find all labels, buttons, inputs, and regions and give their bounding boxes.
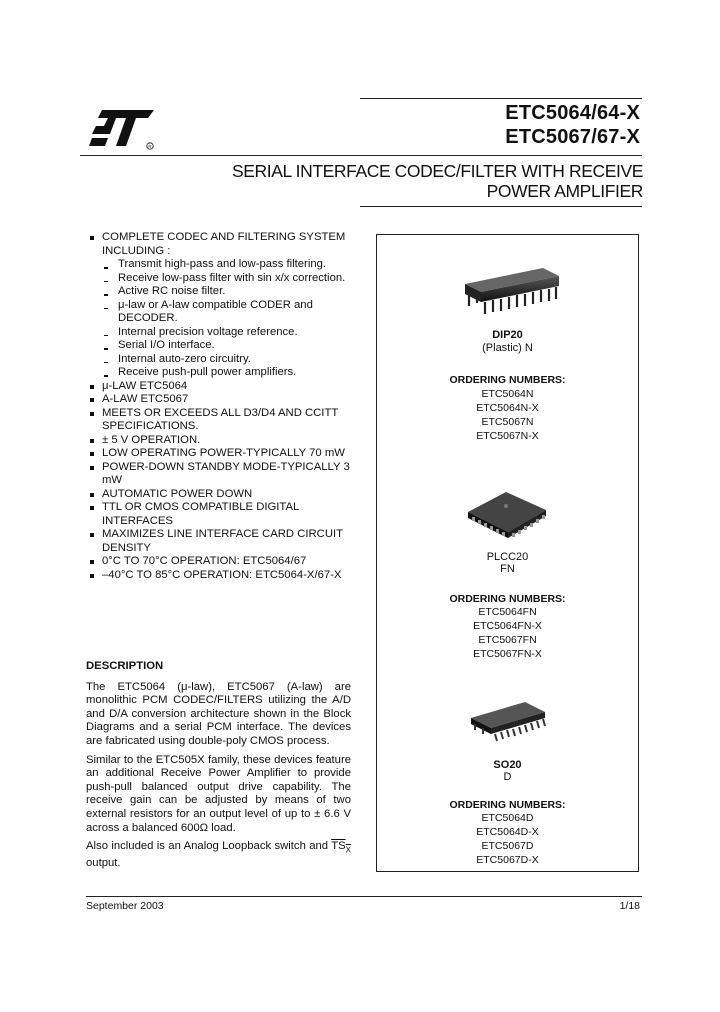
footer-date: September 2003	[86, 900, 164, 912]
ordering-number: ETC5067FN	[478, 634, 537, 646]
tsx-signal: $TS_X$	[331, 840, 351, 855]
feature-subitem: μ-law or A-law compatible CODER and DECODER.	[90, 299, 352, 326]
ordering-number: ETC5064D-X	[476, 826, 539, 838]
ordering-number: ETC5064N-X	[476, 402, 539, 414]
dip20-name: DIP20	[492, 329, 523, 341]
feature-item: COMPLETE CODEC AND FILTERING SYSTEM INCLUDING :	[90, 231, 352, 258]
footer-rule	[86, 896, 642, 897]
feature-item: A-LAW ETC5067	[90, 393, 352, 407]
ordering-number: ETC5064FN	[478, 606, 537, 618]
feature-subitem: Receive push-pull power amplifiers.	[90, 366, 352, 380]
description-paragraph-2: Similar to the ETC505X family, these devices feature an additional Receive Power Amplifier to provide push-pull balanced output drive capability. The receive gain can be adjusted by means of two external resistors for an output level of up to ± 6.6 V across a balanced 600Ω load.	[86, 753, 351, 834]
feature-item: LOW OPERATING POWER-TYPICALLY 70 mW	[90, 447, 352, 461]
feature-item: MAXIMIZES LINE INTERFACE CARD CIRCUIT DENSITY	[90, 528, 352, 555]
plcc20-ordering-numbers	[376, 605, 639, 661]
ordering-number: ETC5064N	[481, 388, 534, 400]
feature-item: TTL OR CMOS COMPATIBLE DIGITAL INTERFACES	[90, 501, 352, 528]
feature-item: μ-LAW ETC5064	[90, 380, 352, 394]
subtitle-rule	[360, 206, 642, 207]
description-paragraph-1: The ETC5064 (μ-law), ETC5067 (A-law) are monolithic PCM CODEC/FILTERS utilizing the A/D and D/A conversion architecture shown in the Block Diagrams and a serial PCM interface. The devices are fabricated using double-poly CMOS process.	[86, 680, 351, 747]
ordering-number: ETC5064D	[481, 812, 534, 824]
description	[86, 660, 351, 876]
ordering-number: ETC5067D	[481, 840, 534, 852]
st-logo-icon	[88, 104, 158, 152]
feature-subitem: Transmit high-pass and low-pass filtering.	[90, 258, 352, 272]
ordering-number: ETC5064FN-X	[473, 620, 542, 632]
subtitle-line-2: POWER AMPLIFIER	[486, 181, 643, 201]
plcc20-package-image	[462, 486, 552, 544]
feature-item: 0°C TO 70°C OPERATION: ETC5064/67	[90, 555, 352, 569]
plcc20-name: PLCC20	[486, 551, 529, 563]
feature-subitem: Serial I/O interface.	[90, 339, 352, 353]
st-logo	[88, 104, 158, 152]
so20-package-image	[463, 696, 553, 746]
so20-ordering-numbers	[376, 811, 639, 867]
dip20-ordering-numbers	[376, 387, 639, 443]
features-list	[90, 231, 352, 582]
so20-type: D	[503, 771, 512, 783]
feature-item: ± 5 V OPERATION.	[90, 434, 352, 448]
feature-subitem: Internal auto-zero circuitry.	[90, 353, 352, 367]
svg-text:R: R	[148, 144, 152, 149]
dip20-type: (Plastic) N	[482, 342, 533, 354]
title-line-2: ETC5067/67-X	[505, 126, 640, 148]
header-top-rule	[360, 98, 642, 99]
ordering-number: ETC5067N-X	[476, 430, 539, 442]
dip20-package-image	[455, 262, 565, 322]
feature-subitem: Internal precision voltage reference.	[90, 326, 352, 340]
feature-item: –40°C TO 85°C OPERATION: ETC5064-X/67-X	[90, 569, 352, 583]
title-line-1: ETC5064/64-X	[505, 102, 640, 124]
description-heading: DESCRIPTION	[86, 660, 164, 672]
feature-item: AUTOMATIC POWER DOWN	[90, 488, 352, 502]
description-paragraph-3: Also included is an Analog Loopback switch and $TS_X$ output.	[86, 840, 351, 869]
ordering-number: ETC5067D-X	[476, 854, 539, 866]
plcc20-type: FN	[500, 563, 515, 575]
feature-subitem: Receive low-pass filter with sin x/x correction.	[90, 272, 352, 286]
feature-item: POWER-DOWN STANDBY MODE-TYPICALLY 3 mW	[90, 461, 352, 488]
so20-name: SO20	[493, 759, 522, 771]
ordering-number: ETC5067N	[481, 416, 534, 428]
header-bottom-rule	[80, 155, 642, 156]
footer-page-number: 1/18	[619, 900, 640, 912]
plcc20-ordering-heading: ORDERING NUMBERS:	[449, 593, 566, 605]
so20-ordering-heading: ORDERING NUMBERS:	[449, 799, 566, 811]
ordering-number: ETC5067FN-X	[473, 648, 542, 660]
subtitle-line-1: SERIAL INTERFACE CODEC/FILTER WITH RECEIVE	[231, 161, 643, 181]
feature-subitem: Active RC noise filter.	[90, 285, 352, 299]
dip20-ordering-heading: ORDERING NUMBERS:	[449, 374, 566, 386]
feature-item: MEETS OR EXCEEDS ALL D3/D4 AND CCITT SPECIFICATIONS.	[90, 407, 352, 434]
